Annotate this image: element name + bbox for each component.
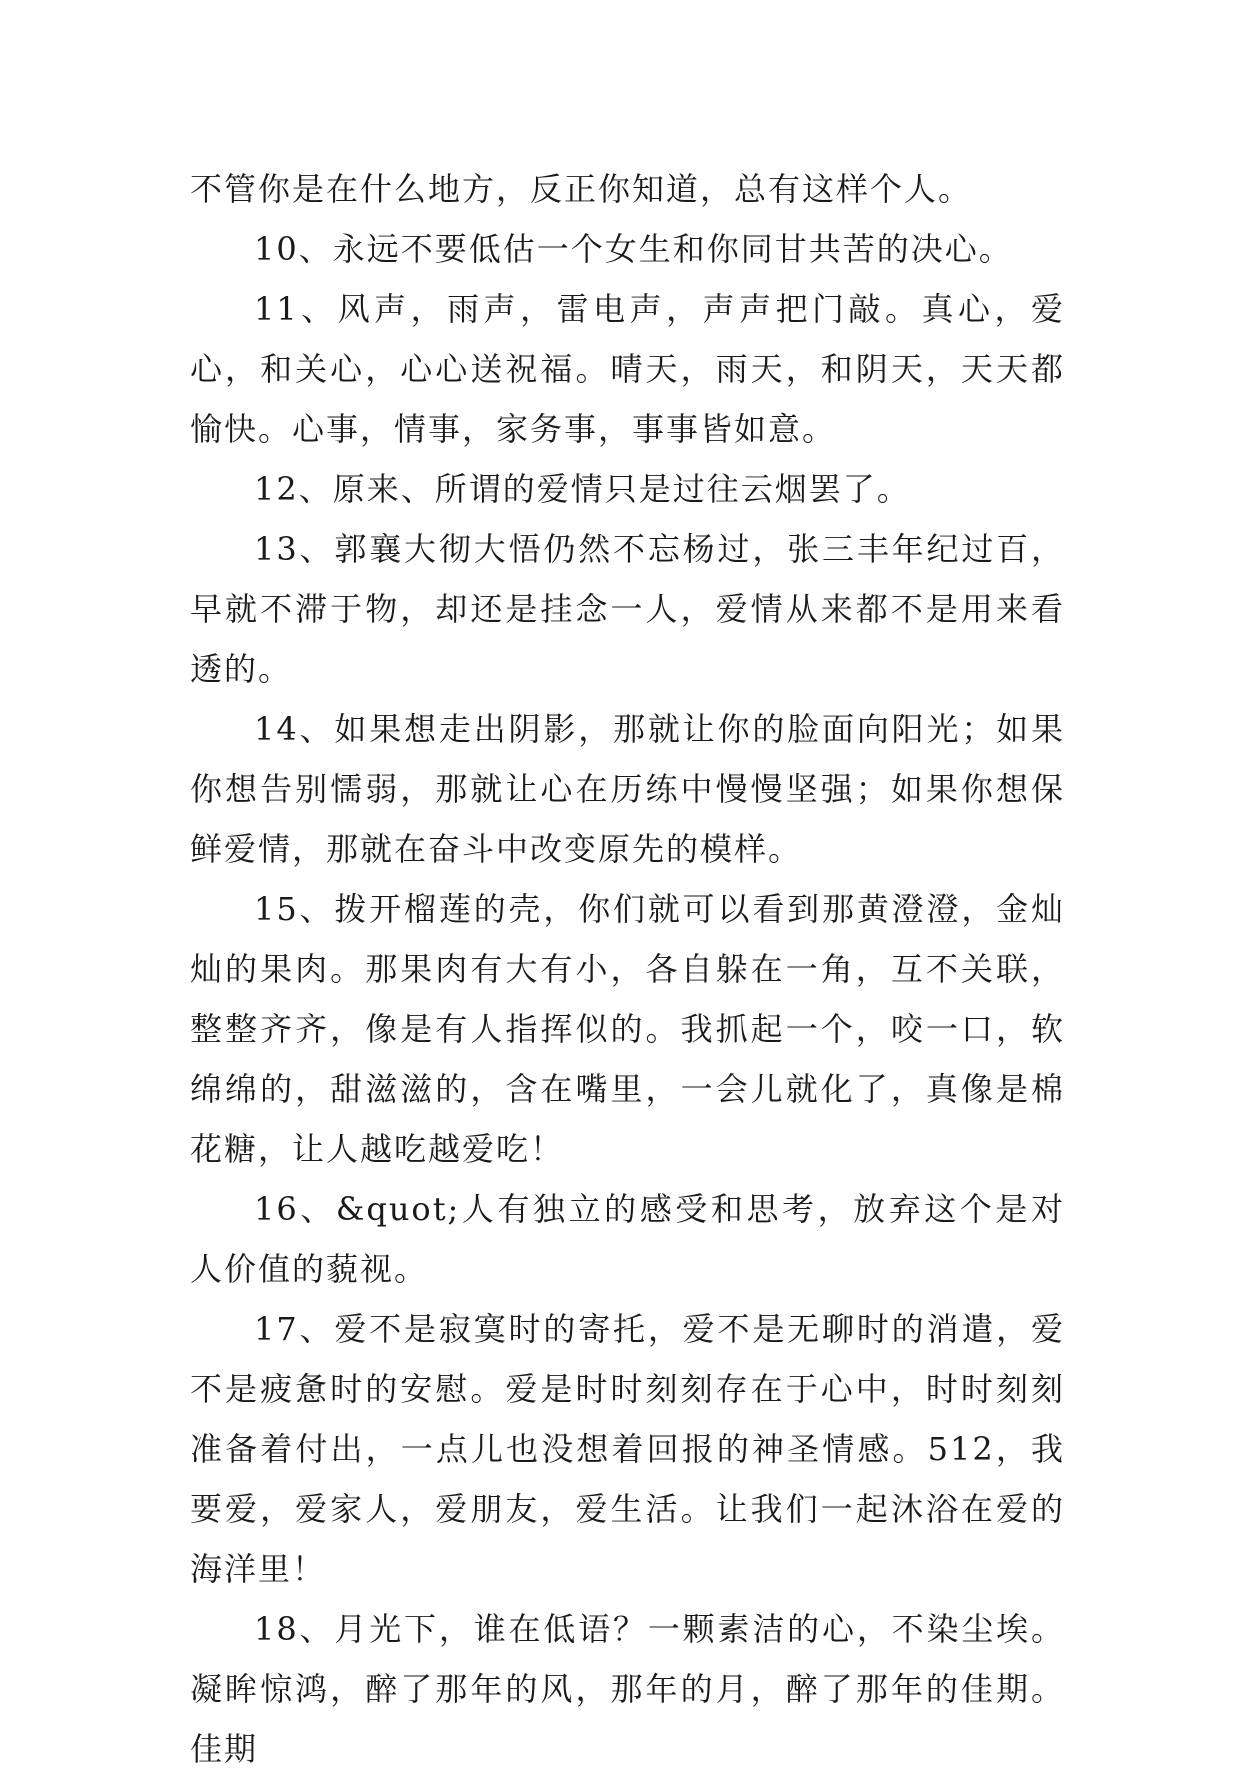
paragraph-15: 15、拨开榴莲的壳，你们就可以看到那黄澄澄，金灿灿的果肉。那果肉有大有小，各自躲在一角，互不关联，整整齐齐，像是有人指挥似的。我抓起一个，咬一口，软绵绵的，甜滋滋的，含在嘴里，一会儿就化了，真像是棉花糖，让人越吃越爱吃！	[190, 890, 1065, 1168]
paragraph-18: 18、月光下，谁在低语？一颗素洁的心，不染尘埃。凝眸惊鸿，醉了那年的风，那年的月，醉了那年的佳期。佳期	[190, 1610, 1065, 1768]
paragraph-1: 不管你是在什么地方，反正你知道，总有这样个人。	[190, 170, 973, 208]
paragraph-14: 14、如果想走出阴影，那就让你的脸面向阳光；如果你想告别懦弱，那就让心在历练中慢慢坚强；如果你想保鲜爱情，那就在奋斗中改变原先的模样。	[190, 710, 1065, 868]
paragraph-13: 13、郭襄大彻大悟仍然不忘杨过，张三丰年纪过百，早就不滞于物，却还是挂念一人，爱情从来都不是用来看透的。	[190, 530, 1065, 688]
paragraph-10: 10、永远不要低估一个女生和你同甘共苦的决心。	[254, 230, 1013, 268]
paragraph-16: 16、&quot;人有独立的感受和思考，放弃这个是对人价值的藐视。	[190, 1190, 1065, 1288]
paragraph-17: 17、爱不是寂寞时的寄托，爱不是无聊时的消遣，爱不是疲惫时的安慰。爱是时时刻刻存在于心中，时时刻刻准备着付出，一点儿也没想着回报的神圣情感。512，我要爱，爱家人，爱朋友，爱生活。让我们一起沐浴在爱的海洋里！	[190, 1310, 1065, 1588]
document-body	[190, 159, 1065, 1779]
paragraph-11: 11、风声，雨声，雷电声，声声把门敲。真心，爱心，和关心，心心送祝福。晴天，雨天，和阴天，天天都愉快。心事，情事，家务事，事事皆如意。	[190, 290, 1065, 448]
paragraph-12: 12、原来、所谓的爱情只是过往云烟罢了。	[254, 470, 911, 508]
